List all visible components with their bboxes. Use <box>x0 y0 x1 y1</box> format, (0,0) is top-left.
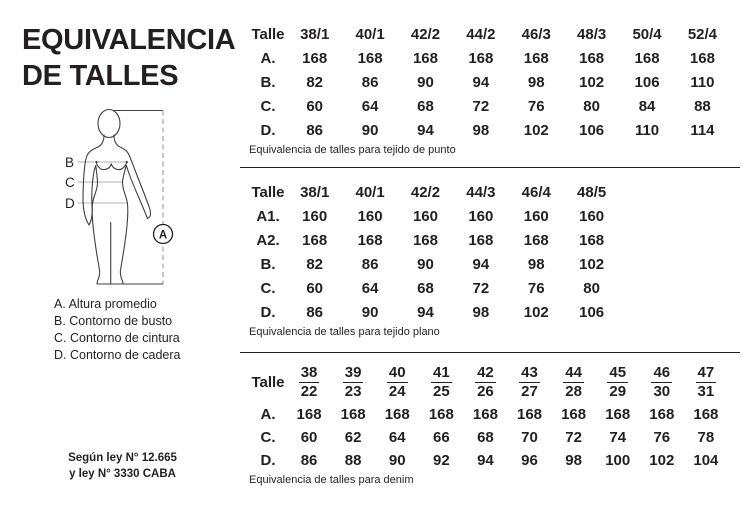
size-fraction-top: 39 <box>344 364 362 381</box>
size-fraction-bottom: 30 <box>653 383 671 400</box>
measurement-value: 72 <box>472 97 490 115</box>
size-fraction-top: 42 <box>477 364 494 381</box>
row-label: C. <box>260 429 276 446</box>
bust-line-end-dot-left <box>95 161 97 163</box>
table-caption: Equivalencia de talles para tejido de punto <box>249 144 456 156</box>
measurement-value: 86 <box>306 303 324 321</box>
measurement-value: 168 <box>693 406 719 423</box>
legend-item-busto: B. Contorno de busto <box>54 314 173 328</box>
size-column-header: 50/4 <box>632 25 662 43</box>
measurement-value: 168 <box>689 49 715 67</box>
measurement-value: 168 <box>579 49 605 67</box>
measurement-value: 64 <box>388 429 406 446</box>
measurement-value: 168 <box>634 49 660 67</box>
measurement-value: 90 <box>417 73 434 91</box>
figure-head <box>98 110 120 138</box>
measurement-value: 78 <box>697 429 715 446</box>
size-fraction-bottom: 27 <box>521 383 538 400</box>
measurement-value: 98 <box>527 255 545 273</box>
size-column-header: 46/3 <box>521 25 551 43</box>
size-table-denim <box>249 362 728 486</box>
size-fraction-bottom: 26 <box>477 383 494 400</box>
size-fraction <box>563 366 584 399</box>
measurement-value: 168 <box>523 231 549 249</box>
page-title-line2: DE TALLES <box>22 60 179 92</box>
measurement-value: 160 <box>302 207 328 225</box>
measurement-value: 68 <box>477 429 494 446</box>
measurement-value: 88 <box>344 452 362 469</box>
row-label: A. <box>260 49 276 67</box>
size-fraction-top: 45 <box>609 364 627 381</box>
table-caption: Equivalencia de talles para denim <box>249 474 414 486</box>
figure-left-torso-leg <box>92 166 99 285</box>
measurement-value: 168 <box>412 231 438 249</box>
page-title-line1: EQUIVALENCIA <box>22 24 236 56</box>
measurement-value: 168 <box>605 406 631 423</box>
measurement-value: 92 <box>432 452 450 469</box>
measurement-value: 168 <box>579 231 605 249</box>
size-column-header: 42/2 <box>410 183 441 201</box>
measurement-value: 114 <box>690 121 715 139</box>
measurement-value: 60 <box>300 429 318 446</box>
row-label: D. <box>260 452 276 469</box>
table-row <box>249 228 619 252</box>
size-fraction <box>519 366 540 399</box>
legal-note-line2: y ley N° 3330 CABA <box>69 468 176 480</box>
bust-line-end-dot-right <box>126 161 128 163</box>
measurement-value: 96 <box>521 452 538 469</box>
measurement-value: 90 <box>361 121 379 139</box>
size-column-header-fraction <box>419 366 463 399</box>
size-fraction-top: 41 <box>432 364 450 381</box>
measurement-value: 168 <box>517 406 543 423</box>
table-row <box>249 426 728 449</box>
measurement-value: 72 <box>565 429 582 446</box>
row-label: A2. <box>256 231 280 249</box>
size-column-header: 44/3 <box>466 183 496 201</box>
size-column-header-fraction <box>331 366 375 399</box>
measurement-value: 60 <box>306 279 324 297</box>
size-fraction-bottom: 23 <box>344 383 362 400</box>
measurement-value: 160 <box>357 207 383 225</box>
measurement-value: 102 <box>523 303 549 321</box>
legend-item-cadera: D. Contorno de cadera <box>54 348 181 362</box>
size-fraction-bottom: 31 <box>697 383 715 400</box>
measurement-value: 160 <box>579 207 605 225</box>
size-column-header: 48/5 <box>577 183 607 201</box>
measurement-value: 168 <box>412 49 438 67</box>
legal-note <box>55 450 190 482</box>
waist-label-c: C <box>65 175 75 190</box>
page-title <box>22 22 235 94</box>
measurement-value: 168 <box>357 231 383 249</box>
size-fraction <box>475 366 496 399</box>
size-table-header-talle: Talle <box>251 374 285 391</box>
size-fraction-bottom: 24 <box>388 383 406 400</box>
measurement-value: 160 <box>523 207 549 225</box>
size-fraction <box>343 366 364 399</box>
measurement-value: 72 <box>472 279 490 297</box>
size-table-header-row <box>249 22 730 46</box>
measurement-value: 102 <box>579 255 605 273</box>
measurement-value: 94 <box>417 121 434 139</box>
size-fraction-bottom: 28 <box>565 383 582 400</box>
measurement-value: 86 <box>300 452 318 469</box>
measurement-value: 68 <box>417 97 434 115</box>
legal-note-line1: Según ley N° 12.665 <box>68 452 177 464</box>
measurement-value: 86 <box>306 121 324 139</box>
size-fraction-top: 46 <box>653 364 671 381</box>
size-table-header-talle: Talle <box>251 183 285 201</box>
table-divider-1 <box>240 167 740 168</box>
measurement-value: 160 <box>412 207 438 225</box>
table-row <box>249 252 619 276</box>
size-table-header-row <box>249 362 728 403</box>
size-fraction <box>607 366 628 399</box>
size-column-header-fraction <box>596 366 640 399</box>
size-column-header: 38/1 <box>300 25 330 43</box>
table-row <box>249 204 619 228</box>
size-fraction <box>299 366 320 399</box>
legend-item-altura: A. Altura promedio <box>54 297 157 311</box>
figure-silhouette-drawing <box>48 100 182 294</box>
size-column-header-fraction <box>287 366 331 399</box>
row-label: D. <box>260 303 276 321</box>
measurement-value: 82 <box>306 255 324 273</box>
table-caption: Equivalencia de talles para tejido plano <box>249 326 440 338</box>
measurement-value: 168 <box>649 406 675 423</box>
measurement-value: 94 <box>472 73 490 91</box>
measurement-value: 90 <box>388 452 406 469</box>
size-fraction-top: 38 <box>300 364 318 381</box>
row-label: D. <box>260 121 276 139</box>
size-table-tejido-punto <box>249 22 730 156</box>
measurement-value: 106 <box>579 121 605 139</box>
size-fraction-top: 43 <box>521 364 538 381</box>
measurement-value: 168 <box>384 406 410 423</box>
measurement-value: 168 <box>428 406 454 423</box>
measurement-value: 68 <box>417 279 434 297</box>
row-label: B. <box>260 73 276 91</box>
measurement-value: 168 <box>357 49 383 67</box>
measurement-value: 80 <box>583 97 600 115</box>
measurement-value: 76 <box>653 429 671 446</box>
measurement-value: 94 <box>417 303 434 321</box>
size-fraction <box>431 366 452 399</box>
figure-bust-curve <box>96 162 127 170</box>
measurement-value: 62 <box>344 429 362 446</box>
size-column-header: 52/4 <box>687 25 718 43</box>
measurement-value: 88 <box>694 97 711 115</box>
measurement-value: 94 <box>477 452 494 469</box>
size-table-header-row <box>249 180 619 204</box>
measurement-value: 160 <box>468 207 494 225</box>
measurement-value: 60 <box>306 97 324 115</box>
measurement-value: 110 <box>690 73 715 91</box>
measurement-value: 98 <box>527 73 545 91</box>
bust-label-b: B <box>65 155 75 170</box>
size-column-header: 42/2 <box>410 25 441 43</box>
hip-label-d: D <box>65 196 75 211</box>
size-column-header-fraction <box>375 366 419 399</box>
row-label: A. <box>260 406 276 423</box>
size-fraction-bottom: 22 <box>300 383 318 400</box>
size-fraction-top: 40 <box>388 364 406 381</box>
row-label: A1. <box>256 207 280 225</box>
row-label: C. <box>260 279 276 297</box>
measurement-value: 90 <box>417 255 434 273</box>
measurement-value: 168 <box>523 49 549 67</box>
measurement-value: 98 <box>472 303 490 321</box>
measurement-value: 98 <box>565 452 582 469</box>
size-fraction <box>651 366 672 399</box>
size-column-header: 40/1 <box>355 25 385 43</box>
measurement-value: 94 <box>472 255 490 273</box>
table-row <box>249 46 730 70</box>
measurement-value: 168 <box>296 406 322 423</box>
table-row <box>249 300 619 324</box>
size-column-header: 38/1 <box>300 183 330 201</box>
measurement-value: 102 <box>579 73 605 91</box>
measurement-value: 110 <box>634 121 660 139</box>
measurement-value: 168 <box>340 406 366 423</box>
size-column-header-fraction <box>463 366 507 399</box>
height-label-a: A <box>158 229 168 242</box>
measurement-value: 86 <box>361 255 379 273</box>
measurement-value: 168 <box>468 49 494 67</box>
measurement-value: 98 <box>472 121 490 139</box>
measurement-value: 76 <box>527 97 545 115</box>
measurement-value: 70 <box>521 429 538 446</box>
measurement-value: 86 <box>361 73 379 91</box>
measurement-value: 168 <box>302 49 328 67</box>
measurement-value: 90 <box>361 303 379 321</box>
measurement-value: 106 <box>634 73 660 91</box>
row-label: B. <box>260 255 276 273</box>
measurement-value: 64 <box>361 97 379 115</box>
measurement-legend <box>54 296 180 364</box>
size-column-header: 44/2 <box>466 25 496 43</box>
size-column-header-fraction <box>507 366 551 399</box>
table-row <box>249 94 730 118</box>
size-column-header: 48/3 <box>577 25 607 43</box>
size-fraction-bottom: 25 <box>432 383 450 400</box>
table-row <box>249 403 728 426</box>
measurement-value: 168 <box>561 406 587 423</box>
measurement-value: 102 <box>523 121 549 139</box>
measurement-value: 102 <box>649 452 675 469</box>
size-fraction <box>387 366 408 399</box>
measurement-value: 168 <box>468 231 494 249</box>
table-row <box>249 449 728 472</box>
size-column-header: 46/4 <box>521 183 551 201</box>
table-divider-2 <box>240 352 740 353</box>
size-fraction-top: 44 <box>565 364 582 381</box>
measurement-value: 82 <box>306 73 324 91</box>
size-column-header-fraction <box>640 366 684 399</box>
measurement-value: 104 <box>693 452 719 469</box>
size-column-header-fraction <box>684 366 728 399</box>
size-column-header-fraction <box>552 366 596 399</box>
figure-left-arm-outline <box>83 135 104 225</box>
measurement-value: 66 <box>432 429 450 446</box>
measurement-value: 76 <box>527 279 545 297</box>
table-row <box>249 70 730 94</box>
measurement-value: 80 <box>583 279 600 297</box>
body-measurement-diagram <box>48 100 182 299</box>
measurement-value: 106 <box>579 303 605 321</box>
legend-item-cintura: C. Contorno de cintura <box>54 331 180 345</box>
measurement-value: 168 <box>302 231 328 249</box>
size-table-tejido-plano <box>249 180 619 338</box>
size-column-header: 40/1 <box>355 183 385 201</box>
size-table-header-talle: Talle <box>251 25 285 43</box>
table-row <box>249 276 619 300</box>
measurement-value: 64 <box>361 279 379 297</box>
measurement-value: 100 <box>605 452 631 469</box>
figure-right-torso-leg <box>120 166 127 285</box>
size-fraction <box>696 366 717 399</box>
figure-right-arm-outline <box>114 135 151 219</box>
measurement-value: 84 <box>638 97 656 115</box>
measurement-value: 168 <box>472 406 498 423</box>
row-label: C. <box>260 97 276 115</box>
table-row <box>249 118 730 142</box>
measurement-value: 74 <box>609 429 627 446</box>
size-fraction-bottom: 29 <box>609 383 627 400</box>
size-fraction-top: 47 <box>697 364 715 381</box>
